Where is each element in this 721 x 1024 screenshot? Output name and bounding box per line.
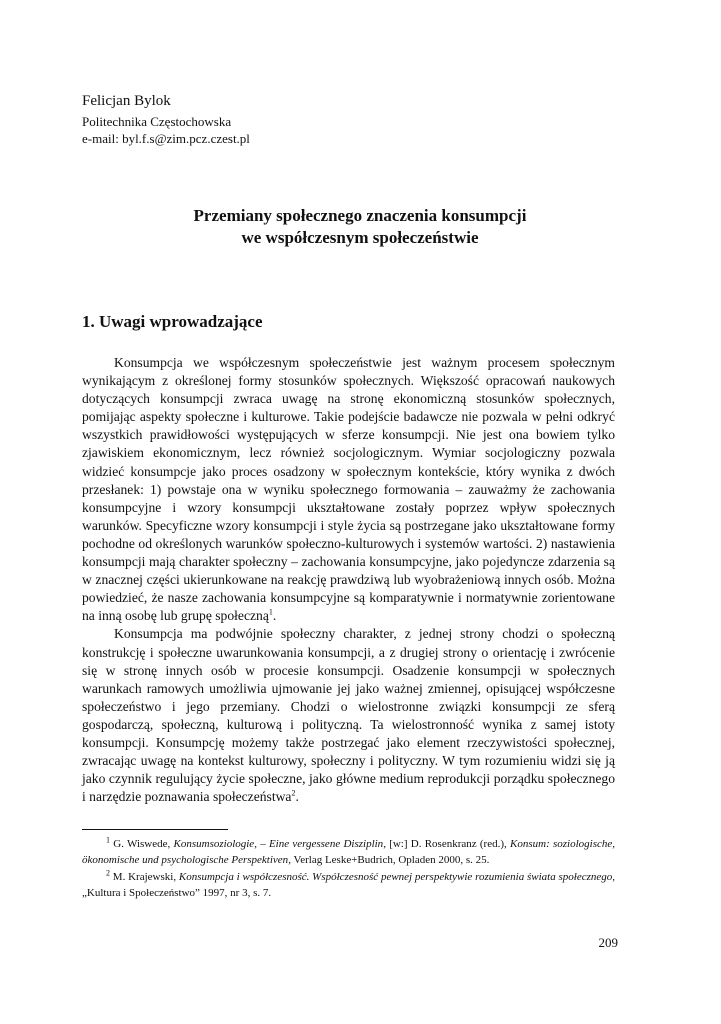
- paragraph-1: Konsumpcja we współczesnym społeczeństwie jest ważnym procesem społecznym wynikającym z określonej formy stosunków społecznych. Większość opracowań naukowych dotyczących konsumpcji zwraca uwagę na stronę ekonomiczną stosunków społecznych, pomijając aspekty społeczne i kulturowe. Takie podejście badawcze nie pozwala w pełni odkryć wszystkich prawidłowości występujących w sferze konsumpcji. Nie jest ona bowiem tylko zjawiskiem ekonomicznym, lecz również socjologicznym. Wymiar socjologiczny pozwala widzieć konsumpcje jako proces osadzony w społecznym kontekście, który wynika z dwóch przesłanek: 1) powstaje ona w wyniku społecznego formowania – zauważmy że zachowania konsumpcyjne i wzory konsumpcji ukształtowane zostały poprzez wpływ społecznych warunków. Specyficzne wzory konsumpcji i style życia są postrzegane jako ukształtowane formy pochodne od określonych warunków społeczno-kulturowych i systemów wartości. 2) nastawienia konsumpcji mają charakter społeczny – zachowania konsumpcyjne, jako pojedyncze zdarzenia są w znacznej części ukierunkowane na reakcję prawdziwą lub wyobrażeniową innych osób. Można powiedzieć, że nasze zachowania konsumpcyjne są komparatywnie i normatywnie zorientowane na inną osobę lub grupę społeczną$^1$.: [82, 355, 615, 624]
- footnote-text: M. Krajewski,: [112, 870, 179, 883]
- title-line-2: we współczesnym społeczeństwie: [241, 228, 479, 247]
- footnote-text: G. Wiswede,: [113, 838, 174, 850]
- paragraph-text: Konsumpcja we współczesnym społeczeństwie jest ważnym procesem społecznym wynikającym z określonej formy stosunków społecznych. Większość opracowań naukowych dotyczących konsumpcji zwraca uwagę na stronę ekonomiczną stosunków społecznych, pomijając aspekty społeczne i kulturowe. Takie podejście badawcze nie pozwala w pełni odkryć wszystkich prawidłowości występujących w sferze konsumpcji. Nie jest ona bowiem tylko zjawiskiem ekonomicznym, lecz również socjologicznym. Wymiar socjologiczny pozwala widzieć konsumpcje jako proces osadzony w społecznym kontekście, który wynika z dwóch przesłanek: 1) powstaje ona w wyniku społecznego formowania – zauważmy że zachowania konsumpcyjne i wzory konsumpcji ukształtowane zostały poprzez wpływ społecznych warunków. Specyficzne wzory konsumpcji i style życia są postrzegane jako ukształtowane formy pochodne od określonych warunków społeczno-kulturowych i systemów wartości. 2) nastawienia konsumpcji mają charakter społeczny – zachowania konsumpcyjne, jako pojedyncze zdarzenia są w znacznej części ukierunkowane na reakcję prawdziwą lub wyobrażeniową innych osób. Można powiedzieć, że nasze zachowania konsumpcyjne są komparatywnie i normatywnie zorientowane na inną osobę lub grupę społeczną: [82, 355, 615, 624]
- footnote-text: , [w:] D. Rosenkranz (red.),: [383, 838, 511, 850]
- section-heading: 1. Uwagi wprowadzające: [82, 312, 263, 331]
- footnote-number: 1: [106, 835, 110, 845]
- title-line-1: Przemiany społecznego znaczenia konsumpcji: [193, 206, 527, 225]
- footnote-text: „Kultura i Społeczeństwo” 1997, nr 3, s. 7.: [82, 886, 272, 899]
- author-name: Felicjan Bylok: [82, 93, 171, 109]
- page-number: 209: [598, 935, 618, 950]
- footnote-title: Konsumpcja i współczesność. Współczesność pewnej perspektywie rozumienia świata społecznego,: [178, 870, 616, 883]
- author-institution: Politechnika Częstochowska: [82, 114, 232, 129]
- footnote-title: Konsum: soziologische, ökonomische und psychologische Perspektiven: [82, 838, 616, 867]
- paragraph-2: Konsumpcja ma podwójnie społeczny charakter, z jednej strony chodzi o społeczną konstrukcję i społeczne uwarunkowania konsumpcji, a z drugiej strony o orientację i zwrócenie się w stronę innych osób w procesie konsumpcji. Osadzenie konsumpcji w społecznych warunkach ramowych umożliwia ujmowanie jej jako ważnej zmiennej, opisującej współczesne społeczeństwo i jego przemiany. Chodzi o wielostronne związki konsumpcji ze sferą gospodarczą, społeczną, kulturową i polityczną. Ta wielostronność wynika z samej istoty konsumpcji. Konsumpcję możemy także postrzegać jako element rzeczywistości społecznej, zwracając uwagę na kontekst kulturowy, społeczny i polityczny. W tym rozumieniu widzi się ją jako czynnik regulujący życie społeczne, jako główne medium reprodukcji porządku społecznego i narzędzie poznawania społeczeństwa$^2$.: [82, 626, 615, 805]
- footnote-number: 2: [106, 867, 110, 877]
- body-text: [82, 354, 615, 806]
- footnote-ref: 1: [268, 607, 273, 617]
- footnote-ref: 2: [291, 788, 296, 798]
- footnotes: [82, 836, 615, 901]
- paragraph-text: Konsumpcja ma podwójnie społeczny charakter, z jednej strony chodzi o społeczną konstrukcję i społeczne uwarunkowania konsumpcji, a z drugiej strony o orientację i zwrócenie się w stronę innych osób w procesie konsumpcji. Osadzenie konsumpcji w społecznych warunkach ramowych umożliwia ujmowanie jej jako ważnej zmiennej, opisującej współczesne społeczeństwo i jego przemiany. Chodzi o wielostronne związki konsumpcji ze sferą gospodarczą, społeczną, kulturową i polityczną. Ta wielostronność wynika z samej istoty konsumpcji. Konsumpcję możemy także postrzegać jako element rzeczywistości społecznej, zwracając uwagę na kontekst kulturowy, społeczny i polityczny. W tym rozumieniu widzi się ją jako czynnik regulujący życie społeczne, jako główne medium reprodukcji porządku społecznego i narzędzie poznawania społeczeństwa: [82, 626, 615, 805]
- footnote-title: Konsumsoziologie, – Eine vergessene Disziplin: [173, 838, 384, 850]
- footnote-text: , Verlag Leske+Budrich, Opladen 2000, s. 25.: [288, 854, 490, 867]
- footnote-1: [82, 836, 615, 869]
- footnote-2: [82, 869, 615, 902]
- author-block: [82, 91, 482, 147]
- footnote-divider: [82, 829, 228, 830]
- author-email: e-mail: byl.f.s@zim.pcz.czest.pl: [82, 131, 250, 146]
- article-title: [82, 205, 638, 249]
